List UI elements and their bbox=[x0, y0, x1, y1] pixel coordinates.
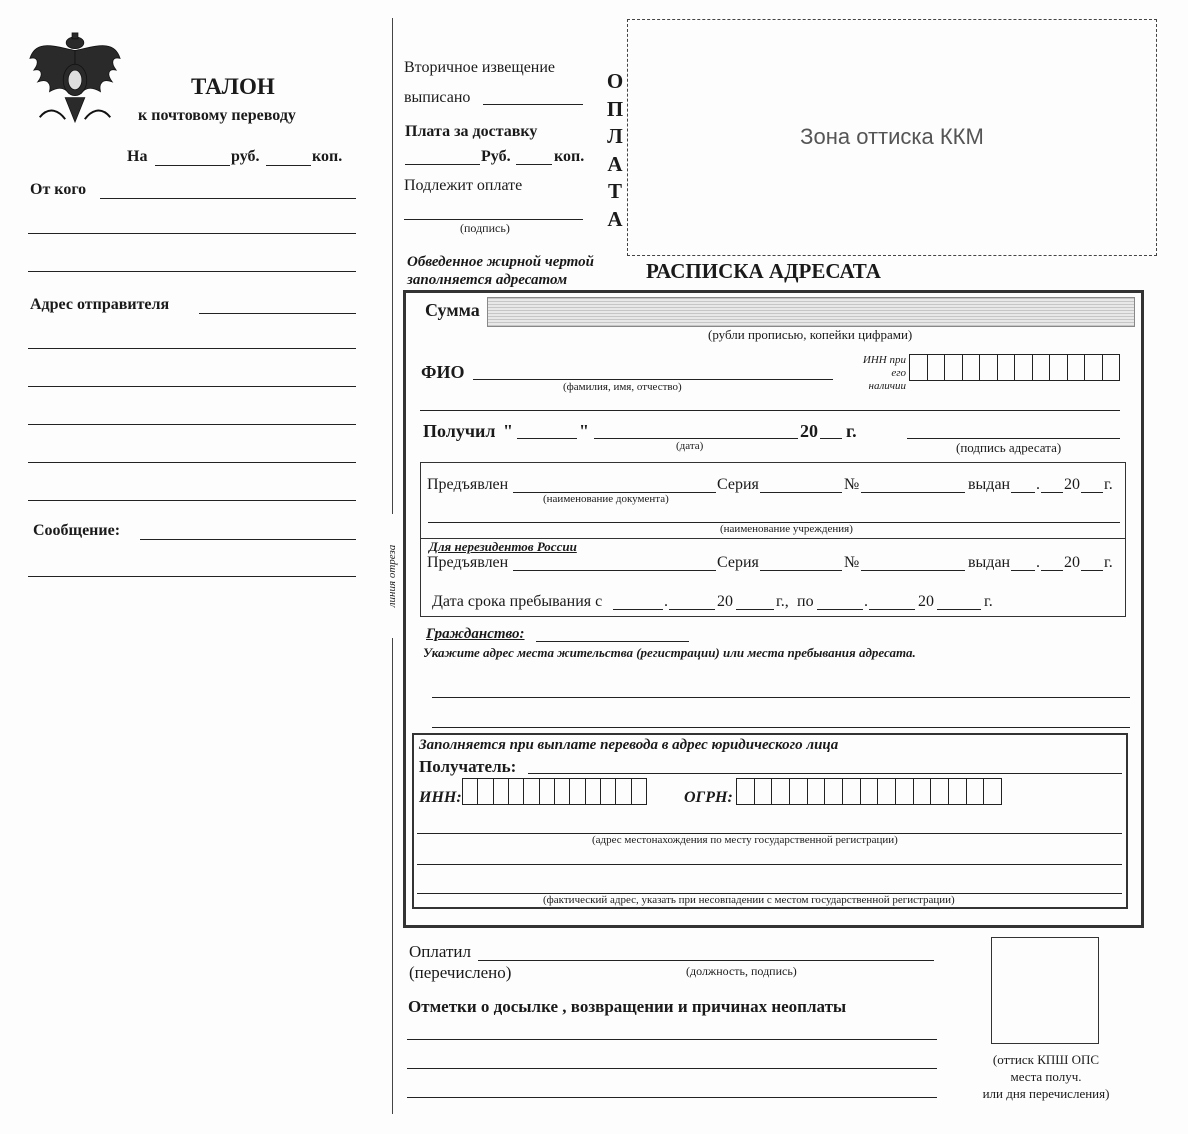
amount-na-label: На bbox=[127, 148, 148, 165]
ogrn-cells[interactable] bbox=[736, 778, 1002, 805]
delivery-rub-label: Руб. bbox=[481, 148, 511, 165]
addressee-signature-field[interactable] bbox=[907, 438, 1120, 439]
recipient-field[interactable] bbox=[528, 773, 1122, 774]
received-year-g: г. bbox=[846, 421, 857, 441]
bold-note-line-2: заполняется адресатом bbox=[407, 272, 568, 288]
amount-rub-field[interactable] bbox=[155, 165, 230, 166]
paid-label: Оплатил bbox=[409, 942, 471, 961]
stamp-hint: (оттиск КПШ ОПС места получ. или дня перечисления) bbox=[982, 1052, 1110, 1101]
from-field[interactable] bbox=[100, 198, 356, 199]
bold-note-line-1: Обведенное жирной чертой bbox=[407, 254, 594, 270]
stay-to-g: г. bbox=[984, 593, 993, 610]
message-field[interactable] bbox=[140, 539, 356, 540]
issued-day-field[interactable] bbox=[1011, 492, 1035, 493]
from-label: От кого bbox=[30, 181, 87, 198]
nr-issued-label: выдан bbox=[968, 554, 1011, 571]
date-hint: (дата) bbox=[676, 440, 704, 452]
fio-inn-cells[interactable] bbox=[909, 354, 1120, 381]
from-line-2[interactable] bbox=[28, 233, 356, 234]
stay-to-month-field[interactable] bbox=[869, 609, 915, 610]
stay-to-day-field[interactable] bbox=[817, 609, 863, 610]
stay-from-month-field[interactable] bbox=[669, 609, 715, 610]
presented-label: Предъявлен bbox=[427, 476, 509, 493]
receipt-title: РАСПИСКА АДРЕСАТА bbox=[646, 259, 881, 283]
ogrn-label: ОГРН: bbox=[684, 789, 733, 806]
nonresidents-label: Для нерезидентов России bbox=[429, 539, 577, 554]
recipient-label: Получатель: bbox=[419, 757, 517, 776]
delivery-rub-field[interactable] bbox=[405, 164, 480, 165]
marks-label: Отметки о досылке , возвращении и причинах неоплаты bbox=[408, 997, 847, 1016]
issued-year-20: 20 bbox=[1064, 476, 1080, 493]
inn-hint: ИНН при его наличии bbox=[862, 354, 906, 392]
received-year-20: 20 bbox=[800, 421, 818, 441]
issued-dot: . bbox=[1036, 476, 1040, 493]
received-day-field[interactable] bbox=[517, 438, 577, 439]
talon-subtitle: к почтовому переводу bbox=[138, 107, 296, 124]
payable-label: Подлежит оплате bbox=[404, 177, 523, 194]
legal-entity-note: Заполняется при выплате перевода в адрес юридического лица bbox=[419, 737, 839, 753]
fio-hint: (фамилия, имя, отчество) bbox=[563, 381, 682, 393]
stay-from-dot: . bbox=[664, 593, 668, 610]
marks-line-2[interactable] bbox=[407, 1068, 937, 1069]
issued-label: выписано bbox=[404, 89, 471, 106]
nr-issued-dot: . bbox=[1036, 554, 1040, 571]
sender-address-line-5[interactable] bbox=[28, 462, 356, 463]
nr-series-field[interactable] bbox=[760, 570, 842, 571]
actual-address-hint: (фактический адрес, указать при несовпадении с местом государственной регистрации) bbox=[543, 894, 955, 906]
nr-series-label: Серия bbox=[717, 554, 759, 571]
citizenship-field[interactable] bbox=[536, 641, 689, 642]
message-label: Сообщение: bbox=[33, 522, 121, 539]
sender-address-line-2[interactable] bbox=[28, 348, 356, 349]
nr-issued-month-field[interactable] bbox=[1041, 570, 1063, 571]
position-signature-hint: (должность, подпись) bbox=[686, 964, 797, 978]
amount-rub-label: руб. bbox=[231, 148, 260, 165]
received-month-field[interactable] bbox=[594, 438, 798, 439]
fio-field[interactable] bbox=[473, 379, 833, 380]
stay-to-dot: . bbox=[864, 593, 868, 610]
number-label: № bbox=[844, 476, 860, 493]
nr-document-field[interactable] bbox=[513, 570, 716, 571]
address-line-1[interactable] bbox=[432, 697, 1130, 698]
legal-inn-label: ИНН: bbox=[419, 789, 462, 806]
fio-line-2[interactable] bbox=[420, 410, 1120, 411]
message-line-2[interactable] bbox=[28, 576, 356, 577]
addressee-signature-hint: (подпись адресата) bbox=[956, 440, 1062, 455]
stay-from-g: г., bbox=[776, 593, 789, 610]
nr-presented-label: Предъявлен bbox=[427, 554, 509, 571]
russian-emblem-icon bbox=[26, 28, 124, 128]
stay-to-year-field[interactable] bbox=[937, 609, 981, 610]
sum-field[interactable] bbox=[487, 297, 1135, 327]
address-line-2[interactable] bbox=[432, 727, 1130, 728]
nr-issued-year-g: г. bbox=[1104, 554, 1113, 571]
issued-month-field[interactable] bbox=[1041, 492, 1063, 493]
address-note: Укажите адрес места жительства (регистрации) или места пребывания адресата. bbox=[423, 645, 916, 660]
nr-issued-year-20: 20 bbox=[1064, 554, 1080, 571]
number-field[interactable] bbox=[861, 492, 965, 493]
issued-year-g: г. bbox=[1104, 476, 1113, 493]
document-name-hint: (наименование документа) bbox=[543, 493, 669, 505]
nr-number-field[interactable] bbox=[861, 570, 965, 571]
sender-address-field[interactable] bbox=[199, 313, 356, 314]
delivery-kop-label: коп. bbox=[554, 148, 585, 165]
paid-field[interactable] bbox=[478, 960, 934, 961]
nr-issued-day-field[interactable] bbox=[1011, 570, 1035, 571]
cut-line-label: линия отреза bbox=[386, 514, 398, 638]
reg-address-hint: (адрес местонахождения по месту государственной регистрации) bbox=[592, 834, 898, 846]
sender-address-label: Адрес отправителя bbox=[30, 296, 170, 313]
stay-to-label: по bbox=[797, 593, 814, 610]
sum-hint: (рубли прописью, копейки цифрами) bbox=[708, 327, 913, 342]
sum-label: Сумма bbox=[425, 300, 480, 320]
issued-date-label: выдан bbox=[968, 476, 1011, 493]
nr-number-label: № bbox=[844, 554, 860, 571]
issued-field[interactable] bbox=[483, 104, 583, 105]
oplata-vertical: О П Л А Т А bbox=[606, 69, 624, 231]
delivery-fee-label: Плата за доставку bbox=[405, 123, 538, 140]
sender-address-line-3[interactable] bbox=[28, 386, 356, 387]
issued-year-field[interactable] bbox=[1081, 492, 1103, 493]
amount-kop-field[interactable] bbox=[266, 165, 311, 166]
sender-address-line-4[interactable] bbox=[28, 424, 356, 425]
actual-address-line-1[interactable] bbox=[417, 864, 1122, 865]
legal-entity-box bbox=[412, 733, 1128, 909]
sender-address-line-6[interactable] bbox=[28, 500, 356, 501]
nr-issued-year-field[interactable] bbox=[1081, 570, 1103, 571]
kkm-zone-label: Зона оттиска ККМ bbox=[800, 124, 984, 149]
stay-to-year-20: 20 bbox=[918, 593, 934, 610]
institution-hint: (наименование учреждения) bbox=[720, 523, 853, 535]
stay-date-label: Дата срока пребывания с bbox=[432, 593, 603, 610]
marks-line-1[interactable] bbox=[407, 1039, 937, 1040]
marks-line-3[interactable] bbox=[407, 1097, 937, 1098]
delivery-kop-field[interactable] bbox=[516, 164, 552, 165]
secondary-notice-label: Вторичное извещение bbox=[404, 59, 556, 76]
received-quote-open: " bbox=[503, 421, 513, 441]
series-label: Серия bbox=[717, 476, 759, 493]
fio-label: ФИО bbox=[421, 362, 465, 382]
stamp-box[interactable] bbox=[991, 937, 1099, 1044]
received-year-field[interactable] bbox=[820, 438, 842, 439]
legal-inn-cells[interactable] bbox=[462, 778, 647, 805]
transferred-label: (перечислено) bbox=[409, 963, 512, 982]
stay-from-year-field[interactable] bbox=[736, 609, 774, 610]
citizenship-label: Гражданство: bbox=[426, 626, 525, 642]
payable-signature-field[interactable] bbox=[404, 219, 583, 220]
stay-from-year-20: 20 bbox=[717, 593, 733, 610]
from-line-3[interactable] bbox=[28, 271, 356, 272]
stay-from-day-field[interactable] bbox=[613, 609, 663, 610]
received-label: Получил bbox=[423, 421, 496, 441]
amount-kop-label: коп. bbox=[312, 148, 343, 165]
signature-hint: (подпись) bbox=[460, 221, 510, 235]
series-field[interactable] bbox=[760, 492, 842, 493]
talon-title: ТАЛОН bbox=[191, 74, 275, 99]
received-quote-close: " bbox=[579, 421, 589, 441]
